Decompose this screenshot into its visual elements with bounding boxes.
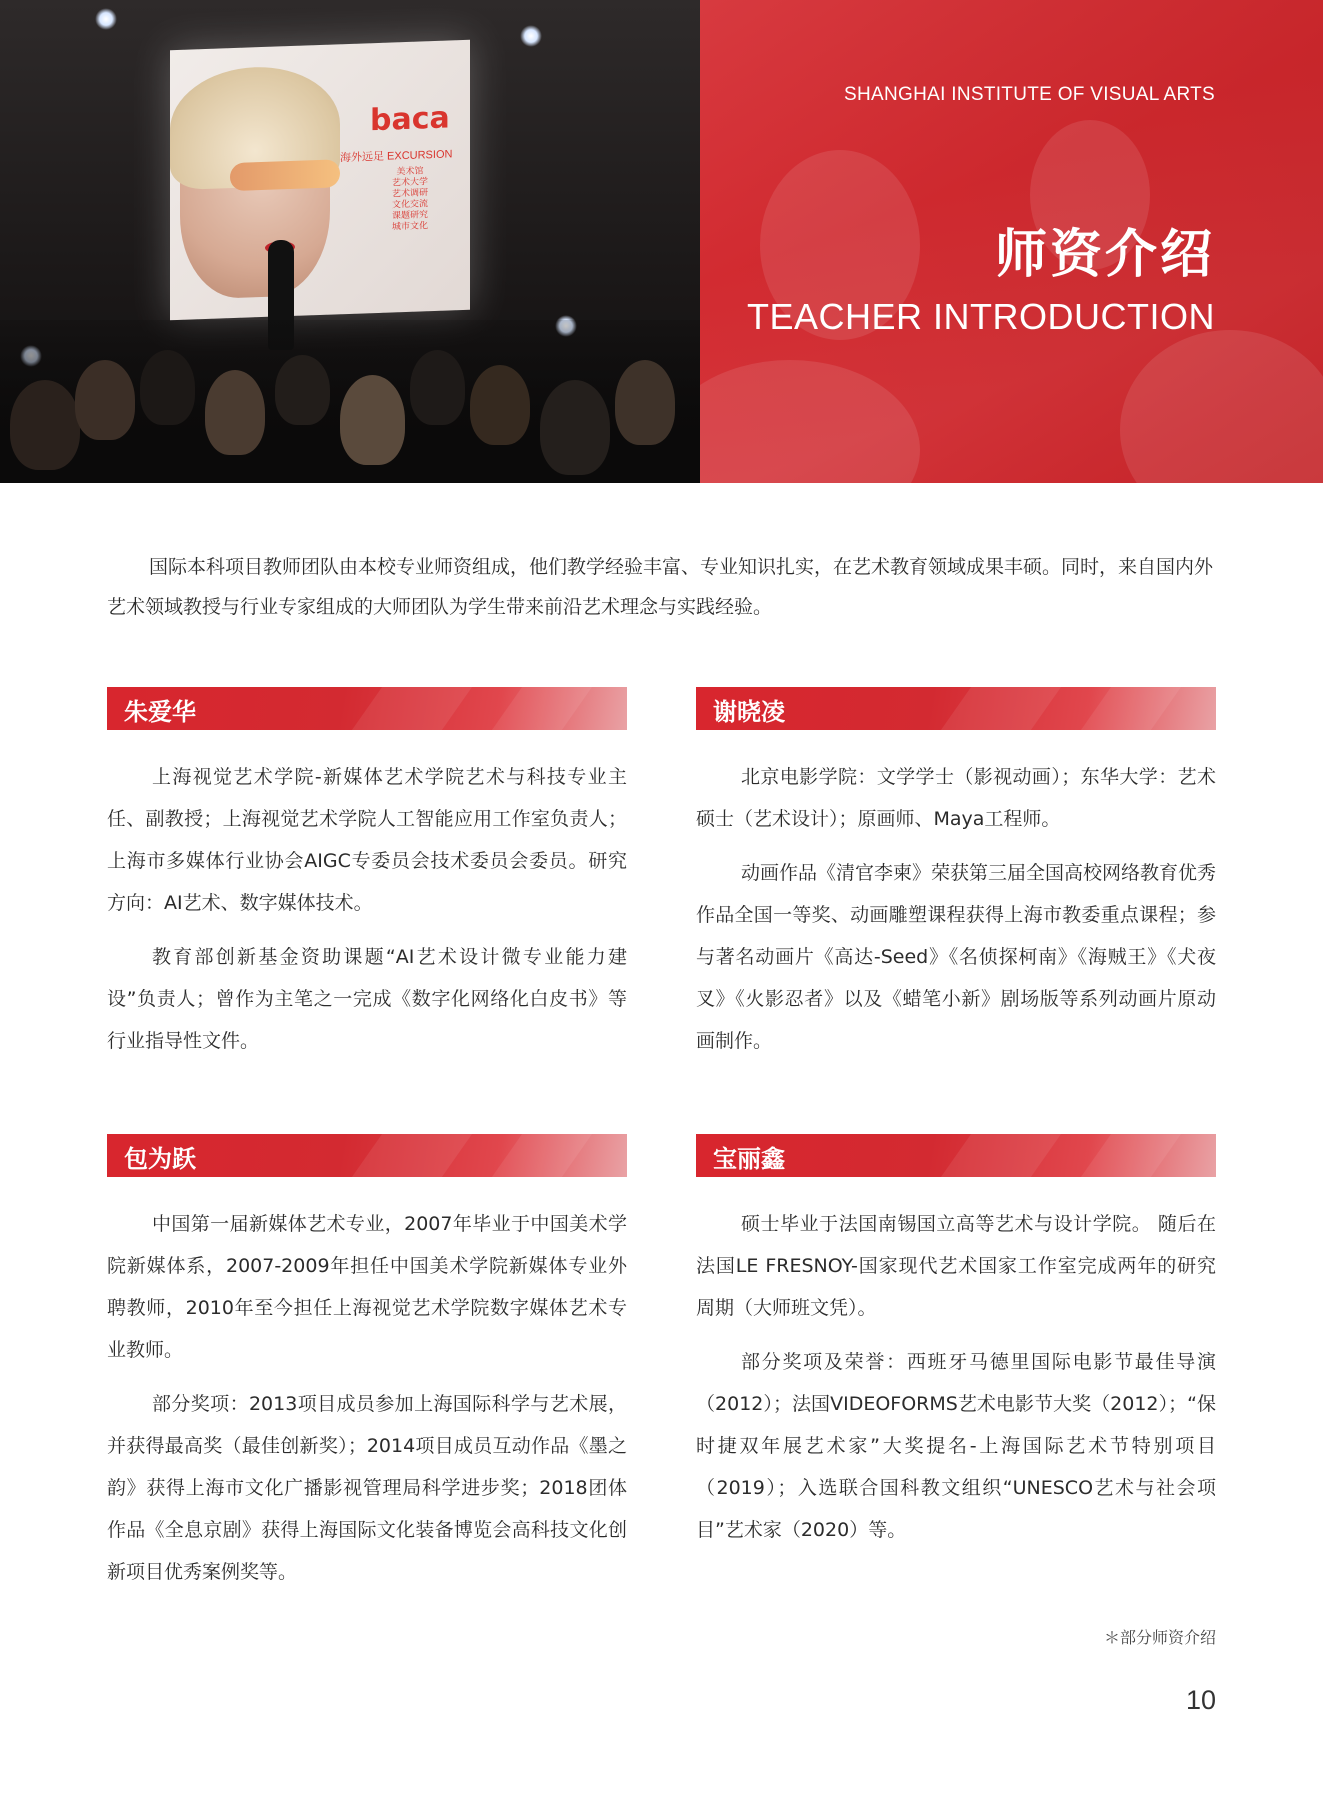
screen-line: 艺术调研 — [391, 188, 428, 200]
teacher-card — [107, 1134, 627, 1605]
audience-head — [340, 375, 405, 465]
teacher-bio — [107, 756, 627, 1062]
bar-facet — [941, 687, 1061, 730]
page-title-cn: 师资介绍 — [994, 225, 1215, 285]
bar-facet — [1081, 1134, 1181, 1177]
screen-line-list — [385, 166, 435, 234]
page-title-en: TEACHER INTRODUCTION — [747, 296, 1215, 337]
screen-brand-logo: baca — [370, 100, 450, 139]
portrait-glasses — [230, 159, 340, 191]
screen-line: 文化交流 — [391, 199, 428, 211]
stage-light-icon — [520, 25, 542, 47]
teacher-bio — [696, 756, 1216, 1062]
audience-head — [540, 380, 610, 475]
bar-facet — [1081, 687, 1181, 730]
intro-paragraph: 国际本科项目教师团队由本校专业师资组成，他们教学经验丰富、专业知识扎实，在艺术教育领域成果丰硕。同时，来自国内外艺术领域教授与行业专家组成的大师团队为学生带来前沿艺术理念与实践经验。 — [107, 556, 1214, 618]
projection-screen — [170, 40, 470, 320]
bio-paragraph: 硕士毕业于法国南锡国立高等艺术与设计学院。 随后在法国LE FRESNOY-国家现代艺术国家工作室完成两年的研究周期（大师班文凭）。 — [696, 1213, 1216, 1319]
bar-facet — [492, 687, 592, 730]
screen-line: 美术馆 — [396, 166, 424, 178]
teacher-card — [696, 1134, 1216, 1563]
bar-facet — [352, 1134, 472, 1177]
audience-head — [275, 355, 330, 425]
audience-head — [140, 350, 195, 425]
teacher-name: 谢晓凌 — [713, 698, 785, 726]
bio-paragraph: 教育部创新基金资助课题“AI艺术设计微专业能力建设”负责人；曾作为主笔之一完成《数字化网络化白皮书》等行业指导性文件。 — [107, 946, 627, 1052]
audience — [0, 320, 700, 483]
page-number: 10 — [1185, 1685, 1216, 1715]
bar-facet — [941, 1134, 1061, 1177]
institution-name: SHANGHAI INSTITUTE OF VISUAL ARTS — [844, 84, 1215, 105]
screen-subtitle: 海外远足 EXCURSION — [340, 148, 453, 165]
screen-line: 课题研究 — [391, 210, 428, 222]
teacher-name-bar — [696, 687, 1216, 730]
audience-head — [10, 380, 80, 470]
teacher-name-bar — [107, 1134, 627, 1177]
screen-line: 艺术大学 — [391, 177, 428, 189]
stage-light-icon — [95, 8, 117, 30]
teacher-name: 朱爱华 — [124, 698, 196, 726]
bio-paragraph: 北京电影学院：文学学士（影视动画）；东华大学：艺术硕士（艺术设计）；原画师、Maya工程师。 — [696, 766, 1216, 830]
ghost-shape — [700, 360, 920, 483]
bio-paragraph: 动画作品《清官李柬》荣获第三届全国高校网络教育优秀作品全国一等奖、动画雕塑课程获得上海市教委重点课程；参与著名动画片《高达-Seed》《名侦探柯南》《海贼王》《犬夜叉》《火影忍者》以及《蜡笔小新》剧场版等系列动画片原动画制作。 — [696, 862, 1217, 1052]
teacher-bio — [696, 1203, 1216, 1551]
footnote: ＊部分师资介绍 — [1103, 1628, 1216, 1647]
bio-paragraph: 上海视觉艺术学院-新媒体艺术学院艺术与科技专业主任、副教授；上海视觉艺术学院人工智能应用工作室负责人；上海市多媒体行业协会AIGC专委员会技术委员会委员。研究方向：AI艺术、数字媒体技术。 — [107, 766, 627, 914]
audience-head — [75, 360, 135, 440]
audience-head — [470, 365, 530, 445]
teacher-name-bar — [696, 1134, 1216, 1177]
screen-line: 城市文化 — [391, 221, 428, 233]
teacher-bio — [107, 1203, 627, 1593]
teacher-name: 宝丽鑫 — [713, 1145, 785, 1173]
audience-head — [205, 370, 265, 455]
hero-banner — [0, 0, 1323, 483]
audience-head — [410, 350, 465, 425]
ghost-shape — [1120, 330, 1323, 483]
audience-head — [615, 360, 675, 445]
teacher-name: 包为跃 — [124, 1145, 196, 1173]
event-photo — [0, 0, 700, 483]
teacher-card — [696, 687, 1216, 1074]
bar-facet — [352, 687, 472, 730]
teacher-name-bar — [107, 687, 627, 730]
bio-paragraph: 中国第一届新媒体艺术专业，2007年毕业于中国美术学院新媒体系，2007-2009年担任中国美术学院新媒体专业外聘教师，2010年至今担任上海视觉艺术学院数字媒体艺术专业教师。 — [107, 1213, 627, 1361]
bio-paragraph: 部分奖项及荣誉：西班牙马德里国际电影节最佳导演（2012）；法国VIDEOFORMS艺术电影节大奖（2012）；“保时捷双年展艺术家”大奖提名-上海国际艺术节特别项目（2019）；入选联合国科教文组织“UNESCO艺术与社会项目”艺术家（2020）等。 — [696, 1351, 1216, 1541]
bar-facet — [492, 1134, 592, 1177]
bio-paragraph: 部分奖项：2013项目成员参加上海国际科学与艺术展，并获得最高奖（最佳创新奖）；2014项目成员互动作品《墨之韵》获得上海市文化广播影视管理局科学进步奖；2018团体作品《全息京剧》获得上海国际文化装备博览会高科技文化创新项目优秀案例奖等。 — [107, 1393, 627, 1583]
teacher-card — [107, 687, 627, 1074]
